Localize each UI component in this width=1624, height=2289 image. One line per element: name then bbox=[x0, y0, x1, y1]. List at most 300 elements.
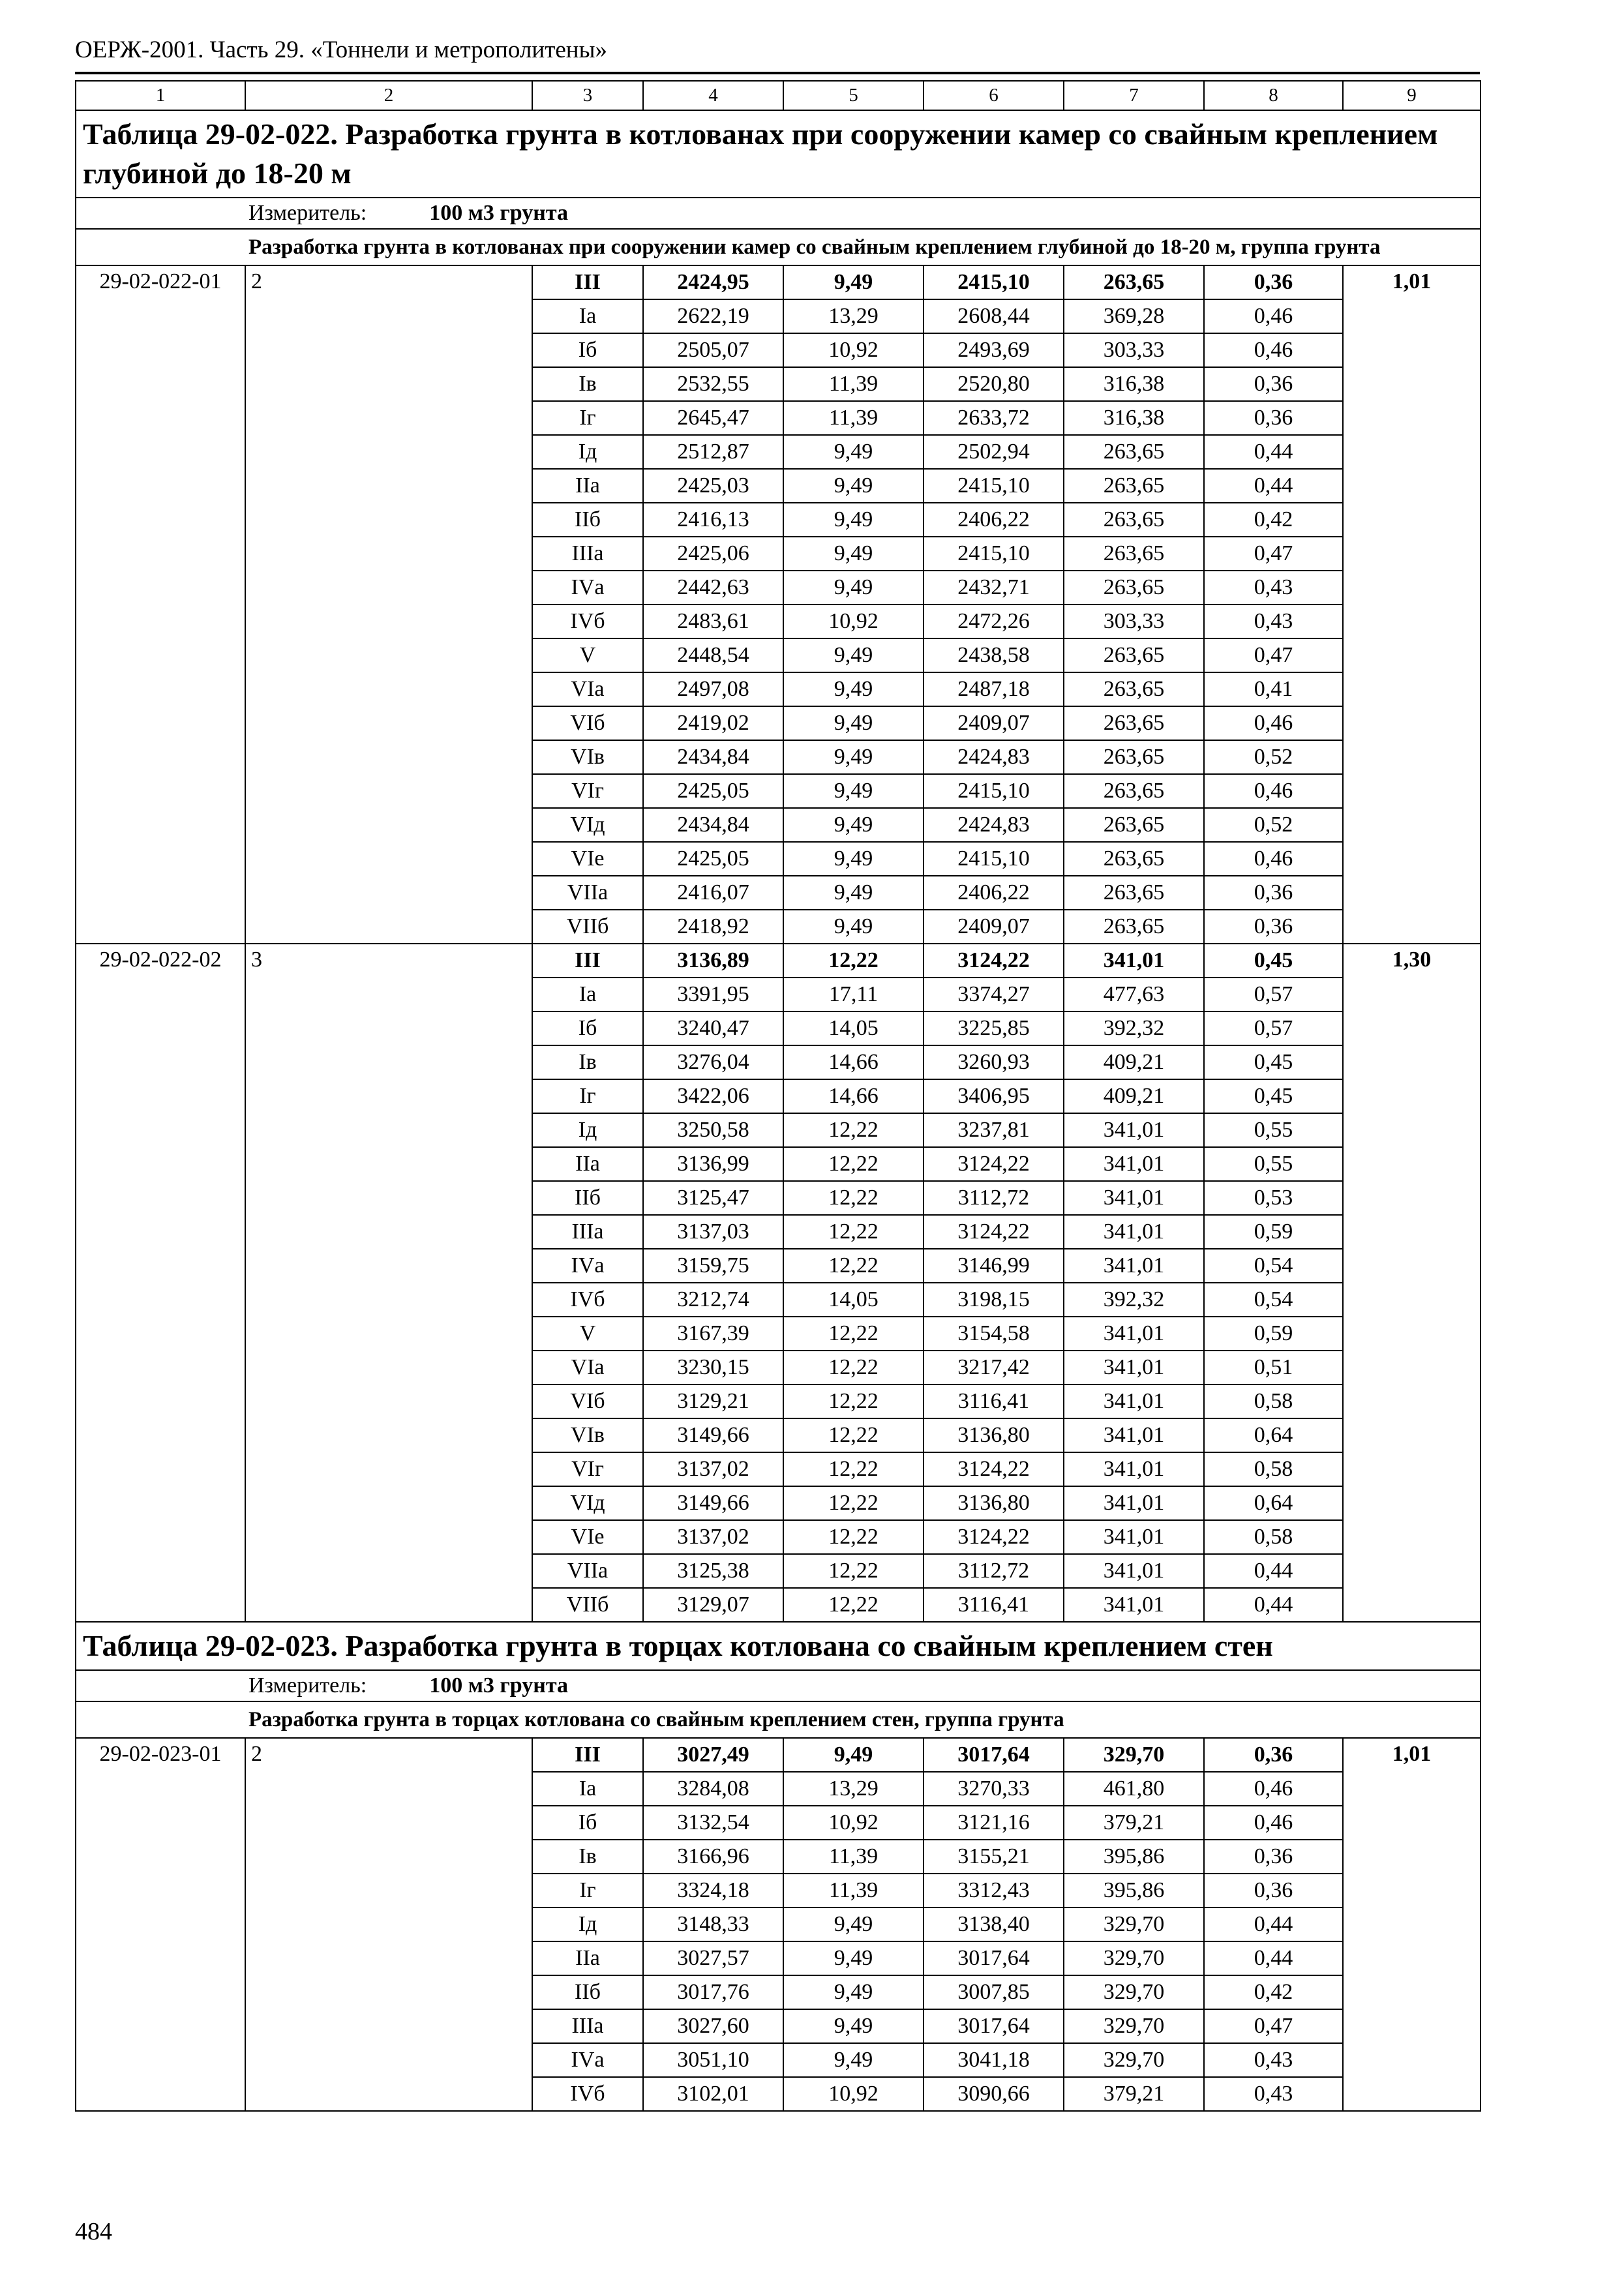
rate-code: 29-02-023-01 bbox=[76, 1738, 245, 2111]
rate-code: 29-02-022-01 bbox=[76, 265, 245, 944]
table-title-row bbox=[76, 110, 1481, 198]
value-cell: 3124,22 bbox=[924, 944, 1064, 978]
measure-label: Измеритель: bbox=[248, 200, 367, 225]
value-cell: 3237,81 bbox=[924, 1113, 1064, 1147]
value-cell: 263,65 bbox=[1064, 469, 1204, 503]
region-cell: VIа bbox=[532, 1351, 643, 1384]
value-cell: 2502,94 bbox=[924, 435, 1064, 469]
value-cell: 2442,63 bbox=[643, 571, 783, 605]
value-cell: 3112,72 bbox=[924, 1181, 1064, 1215]
value-cell: 341,01 bbox=[1064, 1113, 1204, 1147]
value-cell: 2512,87 bbox=[643, 435, 783, 469]
value-cell: 3137,03 bbox=[643, 1215, 783, 1249]
value-cell: 2415,10 bbox=[924, 469, 1064, 503]
value-cell: 341,01 bbox=[1064, 1351, 1204, 1384]
value-cell: 9,49 bbox=[783, 1738, 924, 1772]
column-number: 9 bbox=[1343, 81, 1481, 110]
value-cell: 0,47 bbox=[1204, 537, 1343, 571]
value-cell: 3116,41 bbox=[924, 1384, 1064, 1418]
value-cell: 2645,47 bbox=[643, 401, 783, 435]
value-cell: 14,66 bbox=[783, 1079, 924, 1113]
region-cell: Iа bbox=[532, 978, 643, 1011]
region-cell: VIв bbox=[532, 740, 643, 774]
value-cell: 263,65 bbox=[1064, 910, 1204, 944]
region-cell: III bbox=[532, 1738, 643, 1772]
value-cell: 2424,83 bbox=[924, 808, 1064, 842]
value-cell: 0,59 bbox=[1204, 1317, 1343, 1351]
region-cell: V bbox=[532, 638, 643, 672]
region-cell: III bbox=[532, 265, 643, 299]
value-cell: 392,32 bbox=[1064, 1283, 1204, 1317]
region-cell: VIд bbox=[532, 808, 643, 842]
value-cell: 12,22 bbox=[783, 1181, 924, 1215]
value-cell: 2406,22 bbox=[924, 876, 1064, 910]
value-cell: 0,36 bbox=[1204, 401, 1343, 435]
region-cell: VIIа bbox=[532, 1554, 643, 1588]
value-cell: 461,80 bbox=[1064, 1772, 1204, 1806]
value-cell: 0,36 bbox=[1204, 1738, 1343, 1772]
value-cell: 12,22 bbox=[783, 1452, 924, 1486]
value-cell: 3132,54 bbox=[643, 1806, 783, 1840]
value-cell: 2415,10 bbox=[924, 537, 1064, 571]
value-cell: 0,46 bbox=[1204, 333, 1343, 367]
value-cell: 3017,76 bbox=[643, 1975, 783, 2009]
value-cell: 263,65 bbox=[1064, 842, 1204, 876]
value-cell: 3138,40 bbox=[924, 1908, 1064, 1941]
value-cell: 3017,64 bbox=[924, 2009, 1064, 2043]
value-cell: 3137,02 bbox=[643, 1452, 783, 1486]
value-cell: 9,49 bbox=[783, 808, 924, 842]
value-cell: 2520,80 bbox=[924, 367, 1064, 401]
value-cell: 0,36 bbox=[1204, 876, 1343, 910]
value-cell: 341,01 bbox=[1064, 1520, 1204, 1554]
value-cell: 0,55 bbox=[1204, 1113, 1343, 1147]
region-cell: Iб bbox=[532, 1806, 643, 1840]
subtitle-row bbox=[76, 229, 1481, 265]
region-cell: VIе bbox=[532, 1520, 643, 1554]
value-cell: 2483,61 bbox=[643, 605, 783, 638]
value-cell: 263,65 bbox=[1064, 876, 1204, 910]
value-cell: 3148,33 bbox=[643, 1908, 783, 1941]
value-cell: 3422,06 bbox=[643, 1079, 783, 1113]
value-cell: 329,70 bbox=[1064, 1941, 1204, 1975]
value-cell: 3051,10 bbox=[643, 2043, 783, 2077]
value-cell: 2419,02 bbox=[643, 706, 783, 740]
value-cell: 9,49 bbox=[783, 740, 924, 774]
region-cell: Iг bbox=[532, 1079, 643, 1113]
region-cell: IIIа bbox=[532, 2009, 643, 2043]
region-cell: Iг bbox=[532, 401, 643, 435]
measure-row bbox=[76, 1670, 1481, 1701]
value-cell: 2622,19 bbox=[643, 299, 783, 333]
region-cell: IIб bbox=[532, 1181, 643, 1215]
value-cell: 13,29 bbox=[783, 1772, 924, 1806]
value-cell: 0,42 bbox=[1204, 1975, 1343, 2009]
value-cell: 10,92 bbox=[783, 1806, 924, 1840]
value-cell: 13,29 bbox=[783, 299, 924, 333]
value-cell: 2416,13 bbox=[643, 503, 783, 537]
column-number: 2 bbox=[245, 81, 532, 110]
coefficient-cell: 1,01 bbox=[1343, 265, 1481, 944]
value-cell: 2505,07 bbox=[643, 333, 783, 367]
region-cell: III bbox=[532, 944, 643, 978]
region-cell: IIа bbox=[532, 469, 643, 503]
value-cell: 0,58 bbox=[1204, 1520, 1343, 1554]
table-row bbox=[76, 265, 1481, 299]
value-cell: 2424,95 bbox=[643, 265, 783, 299]
value-cell: 3167,39 bbox=[643, 1317, 783, 1351]
region-cell: VIа bbox=[532, 672, 643, 706]
value-cell: 10,92 bbox=[783, 2077, 924, 2111]
value-cell: 341,01 bbox=[1064, 944, 1204, 978]
value-cell: 9,49 bbox=[783, 265, 924, 299]
value-cell: 3041,18 bbox=[924, 2043, 1064, 2077]
value-cell: 0,47 bbox=[1204, 2009, 1343, 2043]
value-cell: 12,22 bbox=[783, 1147, 924, 1181]
value-cell: 11,39 bbox=[783, 1874, 924, 1908]
value-cell: 9,49 bbox=[783, 537, 924, 571]
value-cell: 2409,07 bbox=[924, 910, 1064, 944]
measure-cell bbox=[76, 1670, 1481, 1701]
value-cell: 409,21 bbox=[1064, 1079, 1204, 1113]
value-cell: 12,22 bbox=[783, 1249, 924, 1283]
column-number: 4 bbox=[643, 81, 783, 110]
value-cell: 3124,22 bbox=[924, 1215, 1064, 1249]
value-cell: 341,01 bbox=[1064, 1384, 1204, 1418]
value-cell: 3374,27 bbox=[924, 978, 1064, 1011]
value-cell: 341,01 bbox=[1064, 1215, 1204, 1249]
region-cell: IIб bbox=[532, 1975, 643, 2009]
value-cell: 2434,84 bbox=[643, 740, 783, 774]
value-cell: 3391,95 bbox=[643, 978, 783, 1011]
value-cell: 3212,74 bbox=[643, 1283, 783, 1317]
value-cell: 263,65 bbox=[1064, 537, 1204, 571]
value-cell: 392,32 bbox=[1064, 1011, 1204, 1045]
value-cell: 2425,05 bbox=[643, 774, 783, 808]
column-number: 3 bbox=[532, 81, 643, 110]
value-cell: 341,01 bbox=[1064, 1418, 1204, 1452]
value-cell: 2472,26 bbox=[924, 605, 1064, 638]
value-cell: 3125,38 bbox=[643, 1554, 783, 1588]
value-cell: 329,70 bbox=[1064, 1975, 1204, 2009]
value-cell: 2608,44 bbox=[924, 299, 1064, 333]
value-cell: 329,70 bbox=[1064, 2043, 1204, 2077]
column-number: 8 bbox=[1204, 81, 1343, 110]
value-cell: 341,01 bbox=[1064, 1486, 1204, 1520]
value-cell: 3324,18 bbox=[643, 1874, 783, 1908]
value-cell: 0,46 bbox=[1204, 1772, 1343, 1806]
value-cell: 2448,54 bbox=[643, 638, 783, 672]
value-cell: 0,52 bbox=[1204, 740, 1343, 774]
value-cell: 12,22 bbox=[783, 1351, 924, 1384]
value-cell: 263,65 bbox=[1064, 706, 1204, 740]
value-cell: 0,53 bbox=[1204, 1181, 1343, 1215]
value-cell: 477,63 bbox=[1064, 978, 1204, 1011]
value-cell: 3129,07 bbox=[643, 1588, 783, 1622]
table-title-row bbox=[76, 1622, 1481, 1670]
value-cell: 341,01 bbox=[1064, 1249, 1204, 1283]
region-cell: IVа bbox=[532, 571, 643, 605]
value-cell: 10,92 bbox=[783, 333, 924, 367]
header-rule bbox=[75, 72, 1480, 74]
value-cell: 3149,66 bbox=[643, 1486, 783, 1520]
region-cell: Iд bbox=[532, 1908, 643, 1941]
region-cell: Iв bbox=[532, 367, 643, 401]
value-cell: 0,44 bbox=[1204, 1908, 1343, 1941]
region-cell: IIа bbox=[532, 1941, 643, 1975]
column-number: 5 bbox=[783, 81, 924, 110]
value-cell: 0,54 bbox=[1204, 1249, 1343, 1283]
region-cell: Iв bbox=[532, 1045, 643, 1079]
column-number: 7 bbox=[1064, 81, 1204, 110]
value-cell: 3125,47 bbox=[643, 1181, 783, 1215]
value-cell: 303,33 bbox=[1064, 333, 1204, 367]
value-cell: 9,49 bbox=[783, 571, 924, 605]
value-cell: 0,54 bbox=[1204, 1283, 1343, 1317]
value-cell: 2425,03 bbox=[643, 469, 783, 503]
value-cell: 3112,72 bbox=[924, 1554, 1064, 1588]
region-cell: VIб bbox=[532, 706, 643, 740]
value-cell: 3312,43 bbox=[924, 1874, 1064, 1908]
value-cell: 341,01 bbox=[1064, 1588, 1204, 1622]
value-cell: 0,44 bbox=[1204, 469, 1343, 503]
region-cell: IVб bbox=[532, 605, 643, 638]
value-cell: 0,59 bbox=[1204, 1215, 1343, 1249]
value-cell: 2409,07 bbox=[924, 706, 1064, 740]
table-body bbox=[76, 81, 1481, 2111]
value-cell: 0,46 bbox=[1204, 706, 1343, 740]
value-cell: 9,49 bbox=[783, 1975, 924, 2009]
region-cell: Iб bbox=[532, 333, 643, 367]
value-cell: 3149,66 bbox=[643, 1418, 783, 1452]
value-cell: 341,01 bbox=[1064, 1452, 1204, 1486]
value-cell: 3159,75 bbox=[643, 1249, 783, 1283]
value-cell: 9,49 bbox=[783, 842, 924, 876]
value-cell: 3027,49 bbox=[643, 1738, 783, 1772]
value-cell: 0,45 bbox=[1204, 1045, 1343, 1079]
value-cell: 341,01 bbox=[1064, 1554, 1204, 1588]
value-cell: 9,49 bbox=[783, 469, 924, 503]
value-cell: 2415,10 bbox=[924, 774, 1064, 808]
value-cell: 2415,10 bbox=[924, 265, 1064, 299]
value-cell: 379,21 bbox=[1064, 2077, 1204, 2111]
column-number-row bbox=[76, 81, 1481, 110]
value-cell: 0,43 bbox=[1204, 571, 1343, 605]
value-cell: 3007,85 bbox=[924, 1975, 1064, 2009]
value-cell: 316,38 bbox=[1064, 401, 1204, 435]
value-cell: 316,38 bbox=[1064, 367, 1204, 401]
value-cell: 263,65 bbox=[1064, 740, 1204, 774]
table-row bbox=[76, 944, 1481, 978]
region-cell: VIв bbox=[532, 1418, 643, 1452]
region-cell: Iа bbox=[532, 299, 643, 333]
value-cell: 0,46 bbox=[1204, 299, 1343, 333]
value-cell: 341,01 bbox=[1064, 1181, 1204, 1215]
value-cell: 0,51 bbox=[1204, 1351, 1343, 1384]
value-cell: 341,01 bbox=[1064, 1317, 1204, 1351]
value-cell: 3136,89 bbox=[643, 944, 783, 978]
value-cell: 263,65 bbox=[1064, 265, 1204, 299]
value-cell: 2438,58 bbox=[924, 638, 1064, 672]
value-cell: 0,47 bbox=[1204, 638, 1343, 672]
value-cell: 0,43 bbox=[1204, 2043, 1343, 2077]
value-cell: 0,57 bbox=[1204, 978, 1343, 1011]
value-cell: 3155,21 bbox=[924, 1840, 1064, 1874]
value-cell: 3017,64 bbox=[924, 1738, 1064, 1772]
value-cell: 0,57 bbox=[1204, 1011, 1343, 1045]
value-cell: 3240,47 bbox=[643, 1011, 783, 1045]
value-cell: 0,42 bbox=[1204, 503, 1343, 537]
value-cell: 2493,69 bbox=[924, 333, 1064, 367]
running-header: ОЕРЖ-2001. Часть 29. «Тоннели и метрополитены» bbox=[75, 37, 607, 63]
value-cell: 12,22 bbox=[783, 944, 924, 978]
value-cell: 3137,02 bbox=[643, 1520, 783, 1554]
value-cell: 17,11 bbox=[783, 978, 924, 1011]
value-cell: 0,36 bbox=[1204, 265, 1343, 299]
value-cell: 2425,06 bbox=[643, 537, 783, 571]
value-cell: 3116,41 bbox=[924, 1588, 1064, 1622]
value-cell: 9,49 bbox=[783, 503, 924, 537]
region-cell: VIб bbox=[532, 1384, 643, 1418]
region-cell: VIе bbox=[532, 842, 643, 876]
value-cell: 3230,15 bbox=[643, 1351, 783, 1384]
region-cell: VIIа bbox=[532, 876, 643, 910]
region-cell: Iа bbox=[532, 1772, 643, 1806]
region-cell: V bbox=[532, 1317, 643, 1351]
value-cell: 263,65 bbox=[1064, 571, 1204, 605]
region-cell: IVа bbox=[532, 2043, 643, 2077]
value-cell: 2406,22 bbox=[924, 503, 1064, 537]
value-cell: 0,58 bbox=[1204, 1452, 1343, 1486]
value-cell: 263,65 bbox=[1064, 638, 1204, 672]
coefficient-cell: 1,30 bbox=[1343, 944, 1481, 1622]
value-cell: 3260,93 bbox=[924, 1045, 1064, 1079]
value-cell: 3136,80 bbox=[924, 1418, 1064, 1452]
value-cell: 9,49 bbox=[783, 1908, 924, 1941]
value-cell: 3027,60 bbox=[643, 2009, 783, 2043]
value-cell: 0,55 bbox=[1204, 1147, 1343, 1181]
value-cell: 0,43 bbox=[1204, 2077, 1343, 2111]
value-cell: 0,43 bbox=[1204, 605, 1343, 638]
value-cell: 2497,08 bbox=[643, 672, 783, 706]
value-cell: 9,49 bbox=[783, 2043, 924, 2077]
value-cell: 3124,22 bbox=[924, 1520, 1064, 1554]
value-cell: 409,21 bbox=[1064, 1045, 1204, 1079]
value-cell: 0,36 bbox=[1204, 1840, 1343, 1874]
value-cell: 0,36 bbox=[1204, 367, 1343, 401]
measure-label: Измеритель: bbox=[248, 1673, 367, 1698]
value-cell: 0,36 bbox=[1204, 910, 1343, 944]
value-cell: 2424,83 bbox=[924, 740, 1064, 774]
region-cell: VIIб bbox=[532, 1588, 643, 1622]
region-cell: VIд bbox=[532, 1486, 643, 1520]
value-cell: 11,39 bbox=[783, 401, 924, 435]
region-cell: IIIа bbox=[532, 1215, 643, 1249]
region-cell: IVб bbox=[532, 2077, 643, 2111]
value-cell: 3154,58 bbox=[924, 1317, 1064, 1351]
value-cell: 12,22 bbox=[783, 1384, 924, 1418]
value-cell: 9,49 bbox=[783, 1941, 924, 1975]
value-cell: 395,86 bbox=[1064, 1874, 1204, 1908]
value-cell: 12,22 bbox=[783, 1554, 924, 1588]
value-cell: 329,70 bbox=[1064, 1908, 1204, 1941]
value-cell: 9,49 bbox=[783, 638, 924, 672]
value-cell: 3198,15 bbox=[924, 1283, 1064, 1317]
value-cell: 12,22 bbox=[783, 1486, 924, 1520]
value-cell: 3146,99 bbox=[924, 1249, 1064, 1283]
value-cell: 9,49 bbox=[783, 2009, 924, 2043]
measure-value: 100 м3 грунта bbox=[429, 1673, 568, 1698]
region-cell: IIа bbox=[532, 1147, 643, 1181]
value-cell: 2532,55 bbox=[643, 367, 783, 401]
value-cell: 263,65 bbox=[1064, 503, 1204, 537]
value-cell: 12,22 bbox=[783, 1113, 924, 1147]
coefficient-cell: 1,01 bbox=[1343, 1738, 1481, 2111]
value-cell: 329,70 bbox=[1064, 1738, 1204, 1772]
value-cell: 0,44 bbox=[1204, 1554, 1343, 1588]
value-cell: 3406,95 bbox=[924, 1079, 1064, 1113]
soil-group: 2 bbox=[245, 265, 532, 944]
value-cell: 379,21 bbox=[1064, 1806, 1204, 1840]
value-cell: 9,49 bbox=[783, 672, 924, 706]
value-cell: 3136,80 bbox=[924, 1486, 1064, 1520]
value-cell: 263,65 bbox=[1064, 435, 1204, 469]
value-cell: 14,05 bbox=[783, 1283, 924, 1317]
value-cell: 2432,71 bbox=[924, 571, 1064, 605]
value-cell: 3027,57 bbox=[643, 1941, 783, 1975]
soil-group: 2 bbox=[245, 1738, 532, 2111]
value-cell: 9,49 bbox=[783, 774, 924, 808]
value-cell: 3270,33 bbox=[924, 1772, 1064, 1806]
value-cell: 9,49 bbox=[783, 910, 924, 944]
value-cell: 341,01 bbox=[1064, 1147, 1204, 1181]
value-cell: 2416,07 bbox=[643, 876, 783, 910]
table-row bbox=[76, 1738, 1481, 1772]
value-cell: 0,44 bbox=[1204, 1588, 1343, 1622]
value-cell: 11,39 bbox=[783, 1840, 924, 1874]
value-cell: 3136,99 bbox=[643, 1147, 783, 1181]
region-cell: VIIб bbox=[532, 910, 643, 944]
value-cell: 12,22 bbox=[783, 1588, 924, 1622]
value-cell: 3102,01 bbox=[643, 2077, 783, 2111]
value-cell: 3225,85 bbox=[924, 1011, 1064, 1045]
value-cell: 2633,72 bbox=[924, 401, 1064, 435]
value-cell: 3129,21 bbox=[643, 1384, 783, 1418]
value-cell: 9,49 bbox=[783, 706, 924, 740]
value-cell: 3250,58 bbox=[643, 1113, 783, 1147]
value-cell: 0,45 bbox=[1204, 1079, 1343, 1113]
table-subtitle: Разработка грунта в торцах котлована со свайным креплением стен, группа грунта bbox=[76, 1701, 1481, 1738]
measure-row bbox=[76, 198, 1481, 229]
value-cell: 3124,22 bbox=[924, 1452, 1064, 1486]
region-cell: Iб bbox=[532, 1011, 643, 1045]
value-cell: 3166,96 bbox=[643, 1840, 783, 1874]
table-title: Таблица 29-02-023. Разработка грунта в торцах котлована со свайным креплением стен bbox=[76, 1622, 1481, 1670]
value-cell: 0,44 bbox=[1204, 435, 1343, 469]
value-cell: 0,58 bbox=[1204, 1384, 1343, 1418]
table-title: Таблица 29-02-022. Разработка грунта в котлованах при сооружении камер со свайным креплением глубиной до 18-20 м bbox=[76, 110, 1481, 198]
value-cell: 0,45 bbox=[1204, 944, 1343, 978]
region-cell: IIб bbox=[532, 503, 643, 537]
value-cell: 11,39 bbox=[783, 367, 924, 401]
region-cell: IVб bbox=[532, 1283, 643, 1317]
value-cell: 369,28 bbox=[1064, 299, 1204, 333]
value-cell: 303,33 bbox=[1064, 605, 1204, 638]
value-cell: 14,66 bbox=[783, 1045, 924, 1079]
value-cell: 9,49 bbox=[783, 876, 924, 910]
value-cell: 0,64 bbox=[1204, 1418, 1343, 1452]
value-cell: 9,49 bbox=[783, 435, 924, 469]
